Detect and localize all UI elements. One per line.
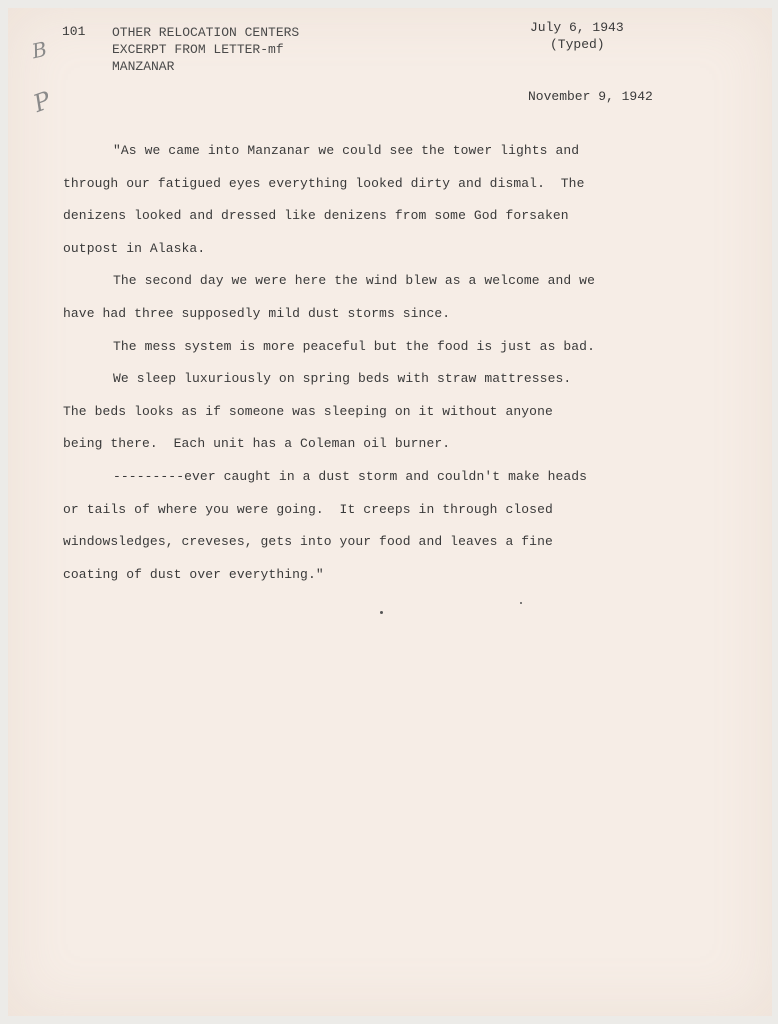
body-line: being there. Each unit has a Coleman oil burner. (63, 436, 451, 452)
letter-body (63, 135, 753, 591)
body-line: coating of dust over everything." (63, 566, 324, 582)
body-line: We sleep luxuriously on spring beds with straw mattresses. (113, 371, 572, 387)
handwritten-mark-b: B (29, 36, 50, 64)
header-location: MANZANAR (112, 59, 175, 74)
body-line: have had three supposedly mild dust storms since. (63, 305, 451, 321)
body-line: windowsledges, creveses, gets into your food and leaves a fine (63, 534, 553, 550)
letter-date: November 9, 1942 (528, 89, 653, 104)
typed-date: July 6, 1943 (530, 20, 624, 35)
ink-speck (380, 611, 383, 614)
handwritten-mark-p: P (29, 86, 55, 118)
body-line: The second day we were here the wind blew as a welcome and we (113, 273, 595, 289)
header-category: OTHER RELOCATION CENTERS (112, 25, 300, 40)
document-page (8, 8, 772, 1016)
body-line: outpost in Alaska. (63, 240, 206, 256)
body-line: "As we came into Manzanar we could see the tower lights and (113, 143, 580, 158)
body-line: ---------ever caught in a dust storm and couldn't make heads (113, 468, 588, 484)
header-excerpt: EXCERPT FROM LETTER-mf (112, 42, 284, 57)
document-number: 101 (62, 24, 86, 39)
body-line: denizens looked and dressed like denizens from some God forsaken (63, 208, 569, 224)
ink-speck (520, 602, 522, 604)
body-line: The beds looks as if someone was sleeping on it without anyone (63, 403, 553, 419)
body-line: or tails of where you were going. It creeps in through closed (63, 501, 553, 517)
body-line: The mess system is more peaceful but the food is just as bad. (113, 338, 595, 354)
body-line: through our fatigued eyes everything looked dirty and dismal. The (63, 175, 585, 191)
typed-note: (Typed) (550, 37, 605, 52)
